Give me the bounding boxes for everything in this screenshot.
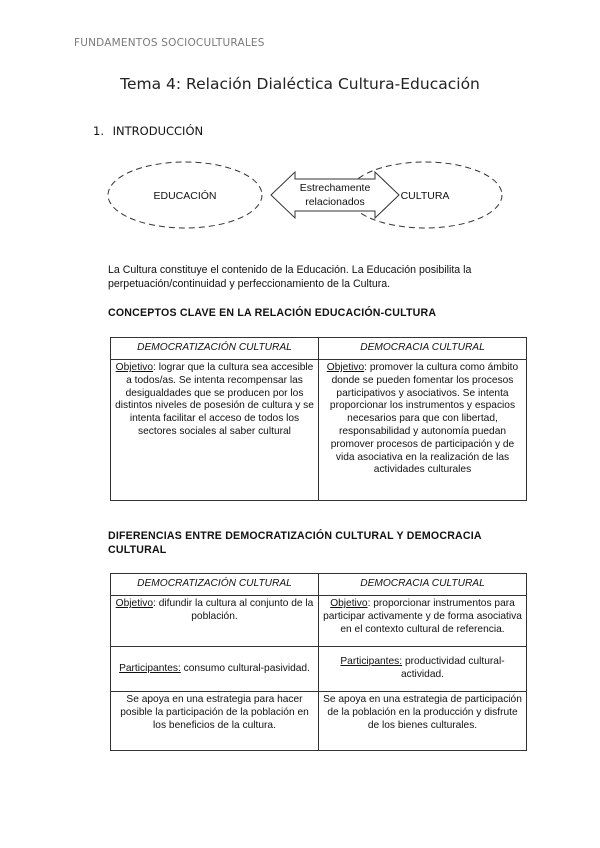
table-row bbox=[111, 647, 527, 692]
table-cell bbox=[319, 647, 527, 692]
cell-text: Se apoya en una estrategia para hacer posible la participación de la población en los beneficios de la cultura. bbox=[120, 694, 309, 731]
col-header: DEMOCRATIZACIÓN CULTURAL bbox=[111, 338, 319, 360]
cell-label: Participantes: bbox=[340, 656, 403, 668]
diferencias-table bbox=[110, 573, 527, 751]
table-row bbox=[111, 692, 527, 751]
table-cell bbox=[111, 596, 319, 647]
intro-paragraph: La Cultura constituye el contenido de la Educación. La Educación posibilita la perpetuación/continuidad y perfeccionamiento de la Cultura. bbox=[108, 264, 472, 290]
section-number: 1. bbox=[93, 124, 104, 138]
table-cell bbox=[111, 692, 319, 751]
table-header-row bbox=[111, 338, 527, 360]
cell-text: Se apoya en una estrategia de participación de la población en la producción y disfrute de los bienes culturales. bbox=[323, 694, 522, 731]
cell-text: : promover la cultura como ámbito donde se pueden fomentar los procesos participativos y asociativos. Se intenta proporcionar los instrumentos y espacios necesarios para que con libertad, responsabilidad y autonomía puedan promover procesos de participación y de vida asociativa en la realización de las actividades culturales bbox=[329, 362, 519, 476]
table-header-row bbox=[111, 574, 527, 596]
table-row bbox=[111, 360, 527, 501]
cell-text: : proporcionar instrumentos para participar activamente y de forma asociativa en el contexto cultural de referencia. bbox=[323, 598, 522, 635]
educacion-label: EDUCACIÓN bbox=[153, 190, 217, 202]
cell-label: Objetivo bbox=[115, 362, 154, 373]
cell-label: Objetivo bbox=[330, 598, 368, 609]
table-row bbox=[111, 596, 527, 647]
double-arrow-shape bbox=[271, 172, 399, 218]
arrow-label-line2: relacionados bbox=[305, 196, 365, 208]
cultura-label: CULTURA bbox=[400, 190, 450, 202]
table-cell bbox=[319, 360, 527, 501]
table-cell bbox=[319, 596, 527, 647]
col-header: DEMOCRACIA CULTURAL bbox=[319, 338, 527, 360]
table-cell bbox=[319, 692, 527, 751]
arrow-label-line1: Estrechamente bbox=[299, 182, 371, 194]
section-heading bbox=[93, 124, 203, 138]
cell-text: : lograr que la cultura sea accesible a todos/as. Se intenta recompensar las desigualdades que se producen por los distintos niveles de posesión de cultura y se intenta facilitar el acceso de todos los sectores sociales al saber cultural bbox=[115, 362, 314, 437]
cell-text: consumo cultural-pasividad. bbox=[180, 662, 310, 674]
relation-diagram bbox=[105, 158, 505, 232]
page-title: Tema 4: Relación Dialéctica Cultura-Educación bbox=[120, 75, 480, 93]
cell-label: Objetivo bbox=[115, 598, 154, 609]
cell-text: productividad cultural-actividad. bbox=[400, 656, 505, 680]
table-cell bbox=[111, 647, 319, 692]
col-header: DEMOCRATIZACIÓN CULTURAL bbox=[111, 574, 319, 596]
section-label: INTRODUCCIÓN bbox=[112, 124, 204, 138]
heading-conceptos-clave: CONCEPTOS CLAVE EN LA RELACIÓN EDUCACIÓN-CULTURA bbox=[108, 307, 437, 319]
page-header: FUNDAMENTOS SOCIOCULTURALES bbox=[74, 37, 265, 49]
cell-label: Participantes: bbox=[119, 662, 181, 674]
cell-text: : difundir la cultura al conjunto de la población. bbox=[153, 598, 314, 622]
conceptos-table bbox=[110, 337, 527, 501]
cell-label: Objetivo bbox=[326, 362, 365, 373]
col-header: DEMOCRACIA CULTURAL bbox=[319, 574, 527, 596]
table-cell bbox=[111, 360, 319, 501]
heading-diferencias: DIFERENCIAS ENTRE DEMOCRATIZACIÓN CULTURAL Y DEMOCRACIA CULTURAL bbox=[108, 530, 482, 556]
